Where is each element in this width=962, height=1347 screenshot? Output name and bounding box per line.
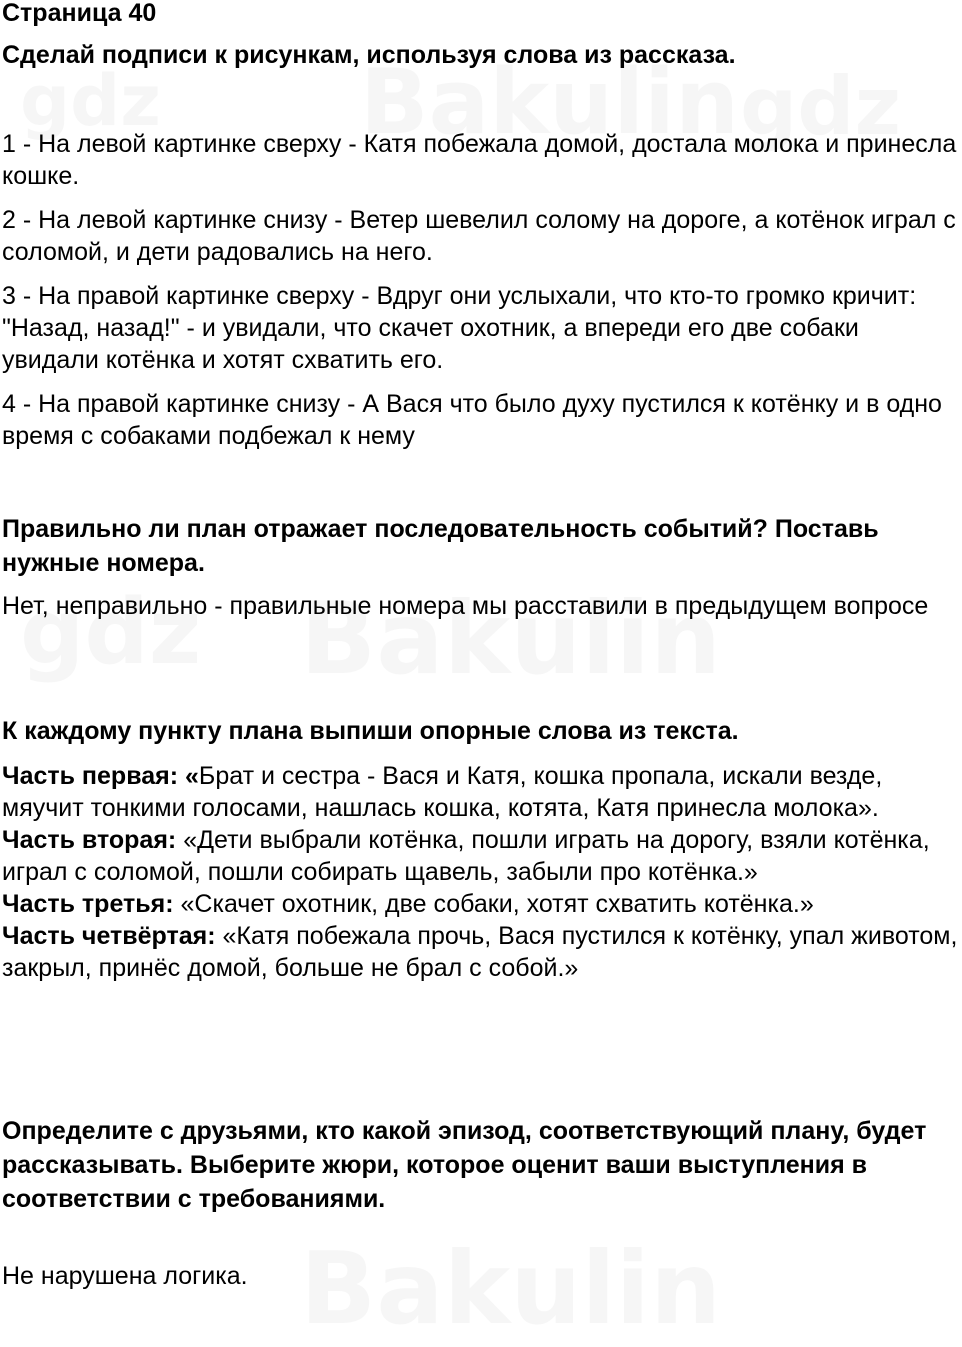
answer-item: 4 - На правой картинке снизу - А Вася что было духу пустился к котёнку и в одно время с собаками подбежал к нему: [2, 390, 942, 450]
answers-list: [2, 128, 960, 464]
question-heading: Определите с друзьями, кто какой эпизод, соответствующий плану, будет рассказывать. Выберите жюри, которое оценит ваши выступления в соответствии с требованиями.: [2, 1117, 927, 1213]
part-label: Часть вторая:: [2, 826, 177, 854]
plan-part: [2, 920, 960, 984]
question-heading: К каждому пункту плана выпиши опорные слова из текста.: [2, 717, 739, 745]
part-text: «Дети выбрали котёнка, пошли играть на дорогу, взяли котёнка, играл с соломой, пошли собирать щавель, забыли про котёнка.»: [2, 826, 930, 886]
part-text: Брат и сестра - Вася и Катя, кошка пропала, искали везде, мяучит тонкими голосами, нашлась кошка, котята, Катя принесла молока».: [2, 762, 883, 822]
answer-text: Нет, неправильно - правильные номера мы расставили в предыдущем вопросе: [2, 592, 929, 620]
question-heading: Правильно ли план отражает последовательность событий? Поставь нужные номера.: [2, 515, 879, 577]
page-title: Страница 40: [2, 0, 157, 27]
plan-part: [2, 824, 960, 888]
answer-item: 3 - На правой картинке сверху - Вдруг они услыхали, что кто-то громко кричит: "Назад, назад!" - и увидали, что скачет охотник, а впереди его две собаки увидали котёнка и хотят схватить его.: [2, 282, 917, 374]
part-label: Часть третья:: [2, 890, 174, 918]
part-text: «Катя побежала прочь, Вася пустился к котёнку, упал животом, закрыл, принёс домой, больше не брал с собой.»: [2, 922, 958, 982]
part-label: Часть четвёртая:: [2, 922, 216, 950]
part-text: «Скачет охотник, две собаки, хотят схватить котёнка.»: [173, 890, 814, 918]
answer-text: Не нарушена логика.: [2, 1262, 248, 1290]
part-label: Часть первая: «: [2, 762, 199, 790]
answer-item: 2 - На левой картинке снизу - Ветер шевелил солому на дороге, а котёнок играл с соломой, и дети радовались на него.: [2, 206, 956, 266]
plan-part: [2, 888, 960, 920]
answer-item: 1 - На левой картинке сверху - Катя побежала домой, достала молока и принесла кошке.: [2, 130, 957, 190]
plan-part: [2, 760, 960, 824]
parts-list: [2, 760, 960, 984]
question-heading: Сделай подписи к рисункам, используя слова из рассказа.: [2, 41, 736, 69]
